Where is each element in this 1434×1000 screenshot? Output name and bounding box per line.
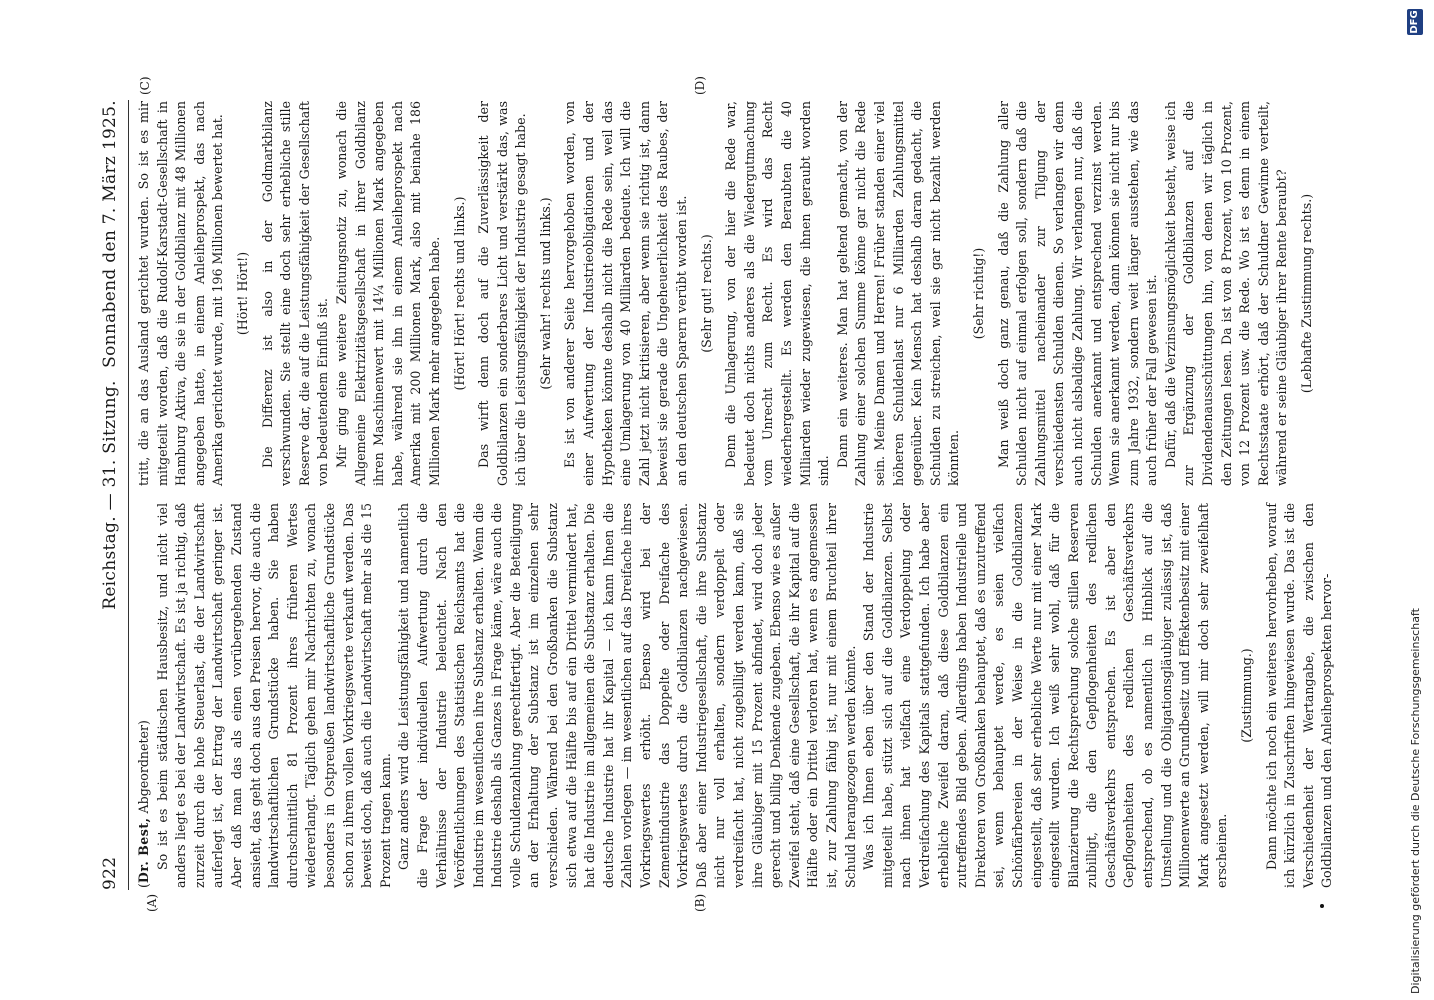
- page-header: [100, 100, 126, 890]
- audience-reaction: (Hört! Hört!): [234, 251, 250, 336]
- audience-reaction: (Sehr richtig!): [970, 247, 986, 340]
- paragraph: Man weiß doch ganz genau, daß die Zahlung aller Schulden nicht auf einmal erfolgen soll, sondern daß die Zahlungsmittel nacheinander zur Tilgung der verschiedensten Schulden dienen. So verlangen wir denn auch nicht alsbaldige Zahlung. Wir verlangen nur, daß die Schulden anerkannt und entsprechend verzinst werden. Wenn sie anerkannt werden, dann können sie nicht nur bis zum Jahre 1932, sondern weit länger ausstehen, wie das auch früher der Fall gewesen ist.: [995, 101, 1160, 486]
- paragraph: Dann ein weiteres. Man hat geltend gemacht, von der Zahlung einer solchen Summe könne gar nicht die Rede sein. Meine Damen und Herren! Früher standen einer viel höheren Schuldenlast nur 6 Milliarden Zahlungsmittel gegenüber. Kein Mensch hat deshalb daran gedacht, die Schulden zu streichen, weil sie gar nicht bezahlt werden könnten.: [834, 101, 962, 486]
- text-column-left: [135, 503, 1337, 888]
- paragraph: So ist es beim städtischen Hausbesitz, und nicht viel anders liegt es bei der Landwirtschaft. Es ist ja richtig, daß zurzeit durch die hohe Steuerlast, die der Landwirtschaft auferlegt ist, der Ertrag der Landwirtschaft geringer ist. Aber daß man das als einen vorübergehenden Zustand ansieht, das geht doch aus den Preisen hervor, die auch die landwirtschaftlichen Grundstücke haben. Sie haben durchschnittlich 81 Prozent ihres früheren Wertes wiedererlangt. Täglich gehen mir Nachrichten zu, wonach besonders in Ostpreußen landwirtschaftliche Grundstücke schon zu ihrem vollen Vorkriegswerte verkauft werden. Das beweist doch, daß auch die Landwirtschaft mehr als die 15 Prozent tragen kann.: [154, 503, 393, 888]
- paragraph: Dafür, daß die Verzinsungsmöglichkeit besteht, weise ich zur Ergänzung der Goldbilanzen auf die Dividendenausschüttungen hin, von denen wir täglich in den Zeitungen lesen. Da ist von 8 Prozent, von 10 Prozent, von 12 Prozent usw. die Rede. Wo ist es denn in einem Rechtsstaate erhört, daß der Schuldner Gewinne verteilt, während er seine Gläubiger ihrer Rente beraubt?: [1162, 101, 1290, 486]
- paragraph: Das wirft denn doch auf die Zuverlässigkeit der Goldbilanzen ein sonderbares Licht und verstärkt das, was ich über die Leistungsfähigkeit der Industrie gesagt habe.: [476, 101, 529, 486]
- paragraph: Denn die Umlagerung, von der hier die Rede war, bedeutet doch nichts anderes als die Wiedergutmachung vom Unrecht zum Recht. Es wird das Recht wiederhergestellt. Es werden den Beraubten die 40 Milliarden wieder zugewiesen, die ihnen geraubt worden sind.: [723, 101, 832, 486]
- header-title: Reichstag. — 31. Sitzung.: [100, 380, 120, 610]
- text-column-right: [135, 101, 1323, 486]
- speaker-line: (Dr. Best, Abgeordneter): [136, 720, 151, 888]
- paragraph: Es ist von anderer Seite hervorgehoben worden, von einer Aufwertung der Industrieobligationen und der Hypotheken könnte deshalb nicht die Rede sein, weil das eine Umlagerung von 40 Milliarden bedeute. Ich will die Zahl jetzt nicht kritisieren, aber wenn sie richtig ist, dann beweist sie gerade die Ungeheuerlichkeit des Raubes, der an den deutschen Sparern verübt worden ist.: [562, 101, 690, 486]
- audience-reaction: (Lebhafte Zustimmung rechts.): [1299, 193, 1315, 394]
- margin-mark-d: (D): [693, 76, 707, 95]
- paragraph: Was ich Ihnen eben über den Stand der Industrie mitgeteilt habe, stützt sich auf die Goldbilanzen. Selbst nach ihnen hat vielfach eine Verdoppelung oder Verdreifachung des Kapitals stattgefunden. Ich habe aber erhebliche Zweifel daran, daß diese Goldbilanzen ein zutreffendes Bild geben. Allerdings haben Industrielle und Direktoren von Großbanken behauptet, daß es unzutreffend sei, wenn behauptet werde, es seien vielfach Schönfärbereien in der Weise in die Goldbilanzen eingestellt, daß sehr erhebliche Werte nur mit einer Mark eingestellt wurden. Ich weiß sehr wohl, daß für die Bilanzierung die Rechtsprechung solche stillen Reserven zubilligt, die den Gepflogenheiten des redlichen Geschäftsverkehrs entsprechen. Es ist aber den Gepflogenheiten des redlichen Geschäftsverkehrs entsprechend, ob es namentlich in Hinblick auf die Umstellung und die Obligationsgläubiger zulässig ist, daß Millionenwerte an Grundbesitz und Effektenbesitz mit einer Mark angesetzt werden, will mir doch sehr zweifelhaft erscheinen.: [861, 503, 1230, 888]
- paragraph: Ganz anders wird die Leistungsfähigkeit und namentlich die Frage der individuellen Aufwertung durch die Verhältnisse der Industrie beleuchtet. Nach den Veröffentlichungen des Statistischen Reichsamts hat die Industrie im wesentlichen ihre Substanz erhalten. Wenn die Industrie deshalb als Ganzes in Frage käme, wäre auch die volle Schuldenzahlung gerechtfertigt. Aber die Beteiligung an der Erhaltung der Substanz ist im einzelnen sehr verschieden. Während bei den Großbanken die Substanz sich etwa auf die Hälfte bis auf ein Drittel vermindert hat, hat die Industrie im allgemeinen die Substanz erhalten. Die deutsche Industrie hat ihr Kapital — ich kann Ihnen die Zahlen vorlegen — im wesentlichen auf das Dreifache ihres Vorkriegswertes erhöht. Ebenso wird bei der Zementindustrie das Doppelte oder Dreifache des Vorkriegswertes durch die Goldbilanzen nachgewiesen. Daß aber einer Industriegesellschaft, die ihre Substanz nicht nur voll erhalten, sondern verdoppelt oder verdreifacht hat, nicht zugebilligt werden kann, daß sie ihre Gläubiger mit 15 Prozent abfindet, wird doch jeder gerecht und billig Denkende zugeben. Ebenso wie es außer Zweifel steht, daß eine Gesellschaft, die ihr Kapital auf die Hälfte oder ein Drittel verloren hat, wenn es angemessen ist, zur Zahlung fähig ist, nur mit einem Bruchteil ihrer Schuld herangezogen werden könnte.: [396, 503, 858, 888]
- speaker-role: Abgeordneter: [136, 725, 151, 814]
- header-date: Sonnabend den 7. März 1925.: [100, 100, 120, 368]
- paragraph: tritt, die an das Ausland gerichtet wurden. So ist es mir mitgeteilt worden, daß die Rudolf-Karstadt-Gesellschaft in Hamburg Aktiva, die sie in der Goldbilanz mit 48 Millionen angegeben hatte, in einem Anleiheprospekt, das nach Amerika gerichtet wurde, mit 196 Millionen bewertet hat.: [136, 101, 226, 486]
- margin-mark-b: (B): [693, 893, 707, 912]
- audience-reaction: (Hört! Hört! rechts und links.): [451, 196, 467, 391]
- paragraph: Mir ging eine weitere Zeitungsnotiz zu, wonach die Allgemeine Elektrizitätsgesellschaft in ihrer Goldbilanz ihren Maschinenwert mit 14¼ Millionen Mark angegeben habe, während sie ihn in einem Anleiheprospekt nach Amerika mit 200 Millionen Mark, also mit beinahe 186 Millionen Mark mehr angegeben habe.: [333, 101, 442, 486]
- margin-mark-c: (C): [138, 76, 152, 95]
- header-rule: [128, 100, 129, 890]
- digitization-note: Digitalisierung gefördert durch die Deutsche Forschungsgemeinschaft: [1409, 608, 1422, 994]
- audience-reaction: (Sehr wahr! rechts und links.): [537, 197, 553, 390]
- dfg-logo-icon: DFG: [1407, 9, 1423, 35]
- page-number: 922: [100, 856, 120, 890]
- paragraph: Dann möchte ich noch ein weiteres hervorheben, worauf ich kürzlich in Zuschriften hingewiesen wurde. Das ist die Verschiedenheit der Wertangabe, die zwischen den Goldbilanzen und den Anleiheprospekten hervor-: [1263, 503, 1335, 888]
- speaker-name: Dr. Best,: [136, 817, 151, 884]
- paragraph: Die Differenz ist also in der Goldmarkbilanz verschwunden. Sie stellt eine doch sehr erhebliche stille Reserve dar, die auf die Leistungsfähigkeit der Gesellschaft von bedeutendem Einfluß ist.: [259, 101, 331, 486]
- audience-reaction: (Sehr gut! rechts.): [698, 234, 714, 353]
- stray-dot: [1320, 904, 1324, 908]
- audience-reaction: (Zustimmung.): [1239, 648, 1255, 743]
- digitization-footer: [1405, 0, 1427, 1000]
- margin-mark-a: (A): [145, 893, 159, 912]
